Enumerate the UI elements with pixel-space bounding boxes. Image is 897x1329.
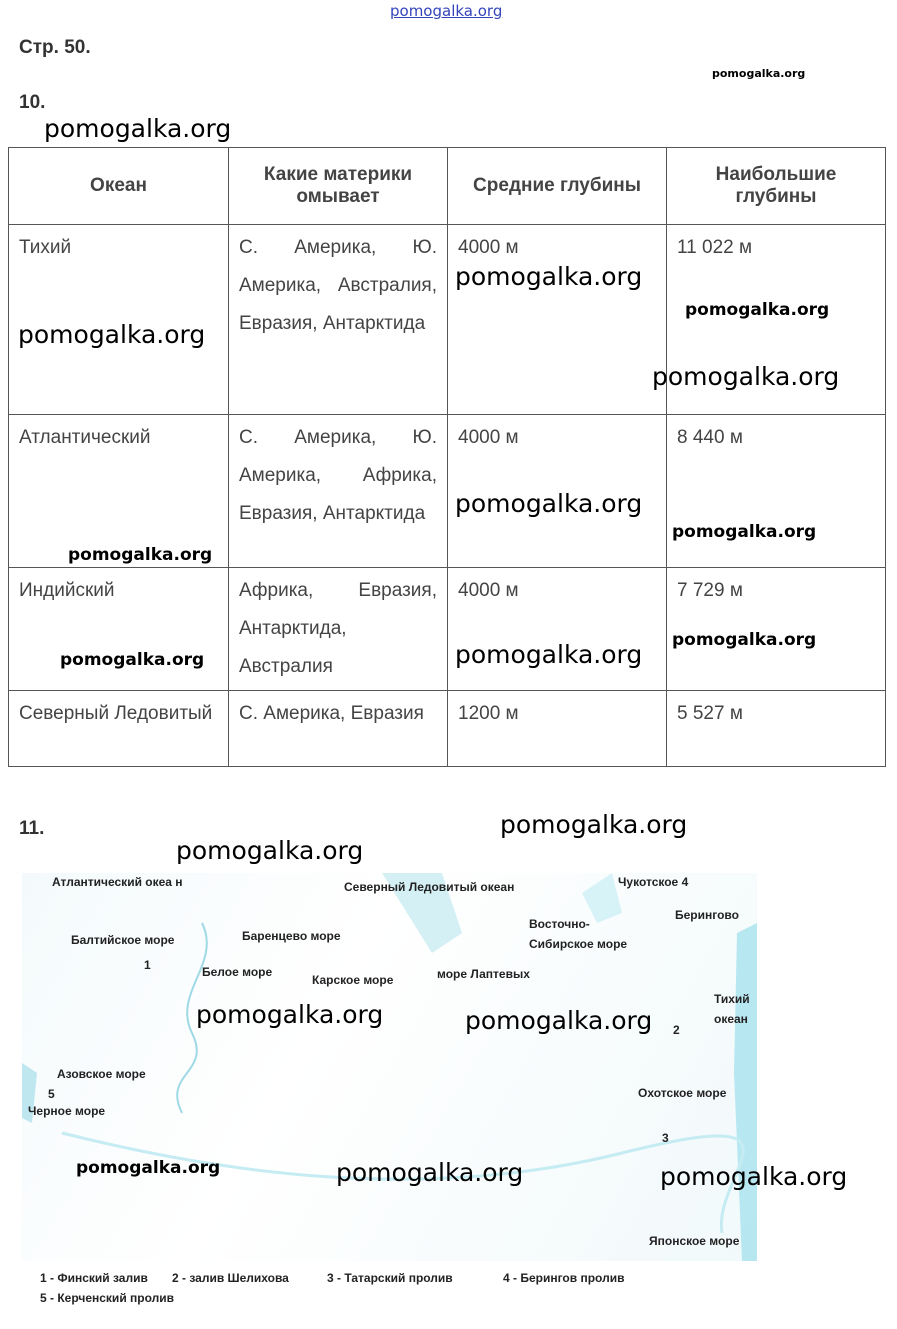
continents-cell: С. Америка, Евразия	[229, 691, 448, 767]
map-label: Черное море	[28, 1104, 106, 1118]
table-header-row	[9, 148, 886, 225]
ocean-cell: Северный Ледовитый	[9, 691, 229, 767]
page-reference: Стр. 50.	[19, 37, 91, 58]
column-header: Наибольшие глубины	[667, 148, 886, 225]
avg-depth-cell: 4000 м	[448, 415, 667, 568]
table-row	[9, 568, 886, 691]
max-depth-cell: 7 729 м	[667, 568, 886, 691]
max-depth-cell: 8 440 м	[667, 415, 886, 568]
map-label: Азовское море	[57, 1067, 146, 1081]
continents-cell: Африка, Евразия, Антарктида, Австралия	[229, 568, 448, 691]
watermark: pomogalka.org	[712, 67, 806, 80]
watermark: pomogalka.org	[76, 1158, 221, 1178]
ocean-cell: Атлантический	[9, 415, 229, 568]
ocean-cell: Индийский	[9, 568, 229, 691]
legend-item: 2 - залив Шелихова	[172, 1271, 289, 1285]
task-number-11: 11.	[19, 818, 45, 839]
legend-item: 1 - Финский залив	[40, 1271, 148, 1285]
task-number-10: 10.	[19, 92, 46, 113]
watermark: pomogalka.org	[672, 522, 817, 542]
map-label: Баренцево море	[242, 929, 341, 943]
map-label: море Лаптевых	[437, 967, 530, 981]
map-label: Северный Ледовитый океан	[344, 880, 515, 894]
watermark: pomogalka.org	[68, 545, 213, 565]
watermark: pomogalka.org	[336, 1158, 524, 1187]
map-label: Берингово	[675, 908, 739, 922]
watermark: pomogalka.org	[652, 362, 840, 391]
russia-seas-map	[22, 873, 757, 1261]
map-label: 1	[144, 958, 151, 972]
column-header: Океан	[9, 148, 229, 225]
avg-depth-cell: 1200 м	[448, 691, 667, 767]
watermark: pomogalka.org	[44, 114, 232, 143]
map-label: Балтийское море	[71, 933, 175, 947]
max-depth-cell: 5 527 м	[667, 691, 886, 767]
legend-item: 3 - Татарский пролив	[327, 1271, 453, 1285]
watermark: pomogalka.org	[660, 1162, 848, 1191]
map-label: 5	[48, 1087, 55, 1101]
watermark: pomogalka.org	[18, 320, 206, 349]
map-label: Атлантический океа н	[52, 875, 183, 889]
watermark: pomogalka.org	[685, 300, 830, 320]
ocean-cell: Тихий	[9, 225, 229, 415]
map-label: 3	[662, 1131, 669, 1145]
continents-cell: С. Америка, Ю. Америка, Австралия, Евразия, Антарктида	[229, 225, 448, 415]
map-label: Японское море	[649, 1234, 740, 1248]
map-label: Восточно-	[529, 917, 590, 931]
map-label: Чукотское 4	[618, 875, 689, 889]
avg-depth-cell: 4000 м	[448, 225, 667, 415]
avg-depth-cell: 4000 м	[448, 568, 667, 691]
map-label: Тихий	[714, 992, 750, 1006]
map-label: 2	[673, 1023, 680, 1037]
watermark: pomogalka.org	[176, 836, 364, 865]
header-link[interactable]: pomogalka.org	[390, 2, 503, 20]
continents-cell: С. Америка, Ю. Америка, Африка, Евразия, Антарктида	[229, 415, 448, 568]
watermark: pomogalka.org	[465, 1006, 653, 1035]
table-row	[9, 691, 886, 767]
watermark: pomogalka.org	[455, 262, 643, 291]
column-header: Средние глубины	[448, 148, 667, 225]
map-label: Сибирское море	[529, 937, 628, 951]
column-header: Какие материки омывает	[229, 148, 448, 225]
watermark: pomogalka.org	[455, 489, 643, 518]
map-label: Карское море	[312, 973, 394, 987]
map-label: Белое море	[202, 965, 273, 979]
max-depth-cell: 11 022 м	[667, 225, 886, 415]
watermark: pomogalka.org	[672, 630, 817, 650]
watermark: pomogalka.org	[455, 640, 643, 669]
watermark: pomogalka.org	[500, 810, 688, 839]
watermark: pomogalka.org	[60, 650, 205, 670]
oceans-table	[8, 147, 886, 767]
map-label: океан	[714, 1012, 748, 1026]
watermark: pomogalka.org	[196, 1000, 384, 1029]
map-label: Охотское море	[638, 1086, 727, 1100]
legend-item: 4 - Берингов пролив	[503, 1271, 625, 1285]
legend-item: 5 - Керченский пролив	[40, 1291, 175, 1305]
